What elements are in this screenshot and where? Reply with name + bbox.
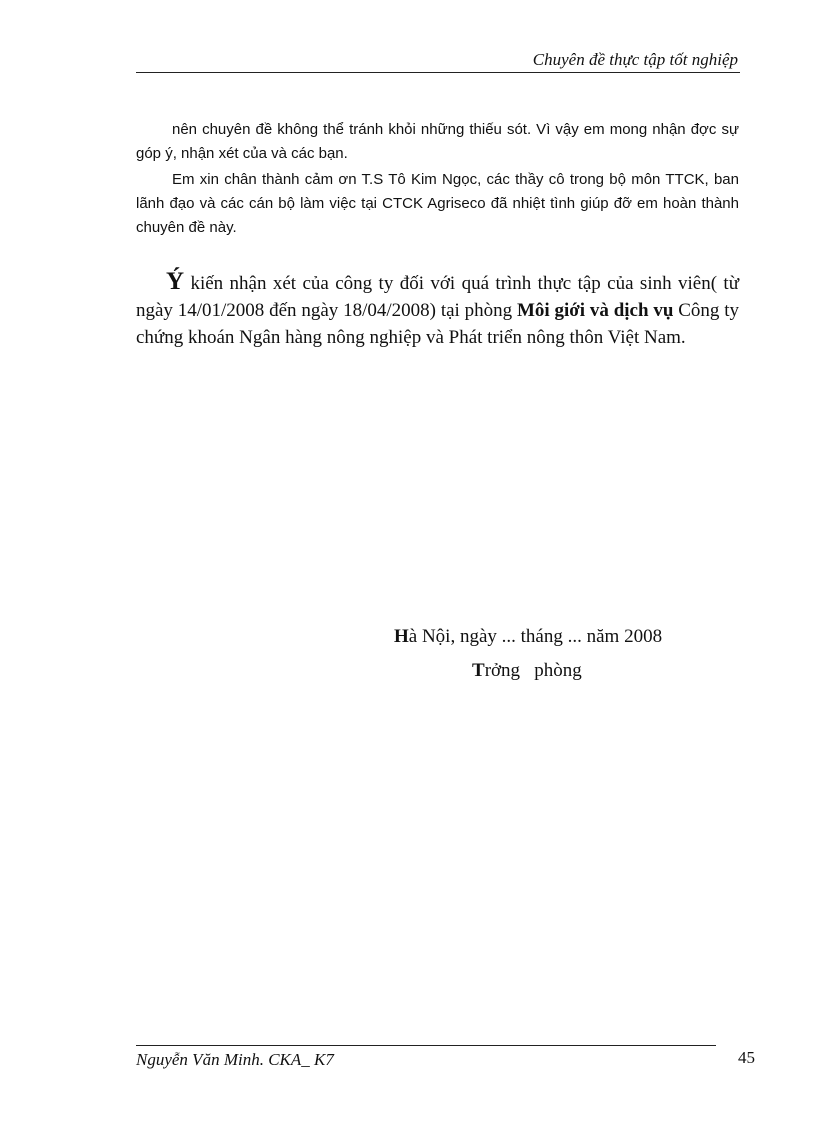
- body-paragraph-1: nên chuyên đề không thể tránh khỏi những thiếu sót. Vì vậy em mong nhận đợc sự góp ý, nhận xét của và các bạn.: [136, 121, 739, 162]
- footer-divider: [136, 1045, 716, 1046]
- department-name: Môi giới và dịch vụ: [516, 300, 674, 321]
- signature-date-text: à Nội, ngày ... tháng ... năm 2008: [408, 626, 663, 647]
- signature-date: [394, 626, 662, 648]
- body-paragraph-2: Em xin chân thành cảm ơn T.S Tô Kim Ngọc, các thầy cô trong bộ môn TTCK, ban lãnh đạo và các cán bộ làm việc tại CTCK Agriseco đã nhiệt tình giúp đỡ em hoàn thành chuyên đề này.: [136, 171, 739, 236]
- page-number: 45: [738, 1048, 755, 1067]
- comment-text-before-bold: kiến nhận xét của công ty đối với quá trình thực tập của sinh viên( từ ngày 14/01/2008 đến ngày 18/04/2008) tại phòng: [136, 273, 739, 321]
- comment-initial-letter: Ý: [166, 268, 185, 295]
- signature-role-initial: T: [472, 660, 485, 681]
- company-comment-paragraph: [136, 268, 739, 351]
- signature-date-initial: H: [394, 626, 409, 647]
- signature-role: [472, 660, 582, 682]
- footer-author: Nguyễn Văn Minh. CKA_ K7: [136, 1050, 334, 1069]
- signature-role-text: rởng phòng: [484, 660, 582, 681]
- header-divider: [136, 72, 740, 73]
- running-header-title: Chuyên đề thực tập tốt nghiệp: [532, 50, 738, 69]
- comment-text-after-bold: Công ty chứng khoán Ngân hàng nông nghiệp và Phát triển nông thôn Việt Nam.: [136, 300, 740, 348]
